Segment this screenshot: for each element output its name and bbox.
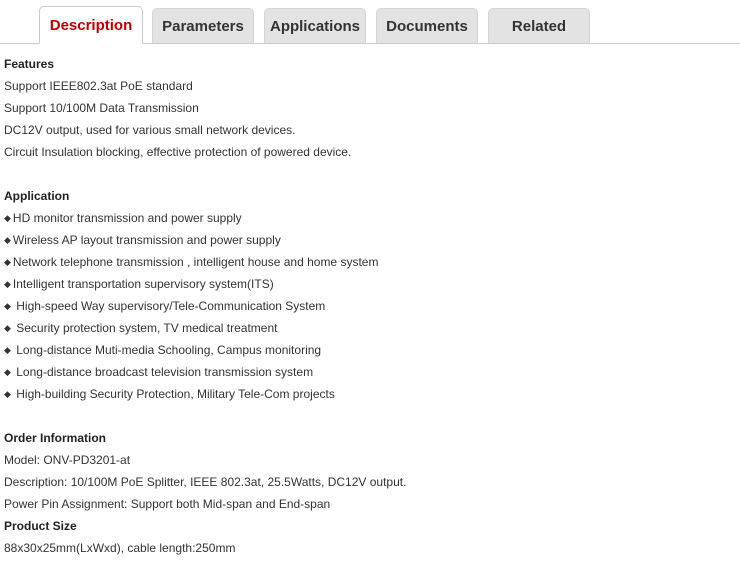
tab-related[interactable]: Related: [488, 8, 590, 43]
tab-bar: [0, 0, 740, 44]
product-size-heading: Product Size: [4, 519, 77, 533]
application-item: [4, 317, 736, 339]
order-item: Power Pin Assignment: Support both Mid-span and End-span: [4, 497, 331, 511]
application-item: [4, 339, 736, 361]
application-item-text: High-building Security Protection, Military Tele-Com projects: [12, 387, 335, 401]
feature-item: Support 10/100M Data Transmission: [4, 101, 199, 115]
application-item: [4, 273, 736, 295]
diamond-bullet-icon: ◆: [4, 389, 11, 399]
feature-item: Support IEEE802.3at PoE standard: [4, 79, 193, 93]
diamond-bullet-icon: ◆: [4, 345, 11, 355]
application-item: [4, 207, 736, 229]
application-item-text: Intelligent transportation supervisory system(ITS): [12, 277, 274, 291]
application-item-text: Long-distance Muti-media Schooling, Campus monitoring: [12, 343, 322, 357]
diamond-bullet-icon: ◆: [4, 367, 11, 377]
application-item: [4, 361, 736, 383]
application-item-text: Wireless AP layout transmission and power supply: [12, 233, 281, 247]
order-information-heading: Order Information: [4, 431, 107, 445]
feature-item: Circuit Insulation blocking, effective protection of powered device.: [4, 145, 352, 159]
diamond-bullet-icon: ◆: [4, 213, 11, 223]
application-item: [4, 229, 736, 251]
order-item: Model: ONV-PD3201-at: [4, 453, 131, 467]
tab-documents[interactable]: Documents: [376, 8, 478, 43]
tab-parameters[interactable]: Parameters: [152, 8, 254, 43]
diamond-bullet-icon: ◆: [4, 323, 11, 333]
diamond-bullet-icon: ◆: [4, 235, 11, 245]
diamond-bullet-icon: ◆: [4, 279, 11, 289]
application-item-text: Long-distance broadcast television transmission system: [12, 365, 314, 379]
tab-description[interactable]: Description: [39, 6, 143, 44]
diamond-bullet-icon: ◆: [4, 257, 11, 267]
order-item: Description: 10/100M PoE Splitter, IEEE 802.3at, 25.5Watts, DC12V output.: [4, 475, 407, 489]
application-heading: Application: [4, 189, 70, 203]
application-item-text: Security protection system, TV medical treatment: [12, 321, 278, 335]
application-item-text: High-speed Way supervisory/Tele-Communication System: [12, 299, 326, 313]
application-item: [4, 295, 736, 317]
description-panel: [4, 53, 736, 559]
application-item-text: HD monitor transmission and power supply: [12, 211, 242, 225]
diamond-bullet-icon: ◆: [4, 301, 11, 311]
product-size-value: 88x30x25mm(LxWxd), cable length:250mm: [4, 541, 236, 555]
spacer: [4, 405, 736, 427]
application-item-text: Network telephone transmission , intelligent house and home system: [12, 255, 379, 269]
feature-item: DC12V output, used for various small network devices.: [4, 123, 296, 137]
tab-applications[interactable]: Applications: [264, 8, 366, 43]
application-item: [4, 383, 736, 405]
spacer: [4, 163, 736, 185]
features-heading: Features: [4, 57, 55, 71]
application-item: [4, 251, 736, 273]
